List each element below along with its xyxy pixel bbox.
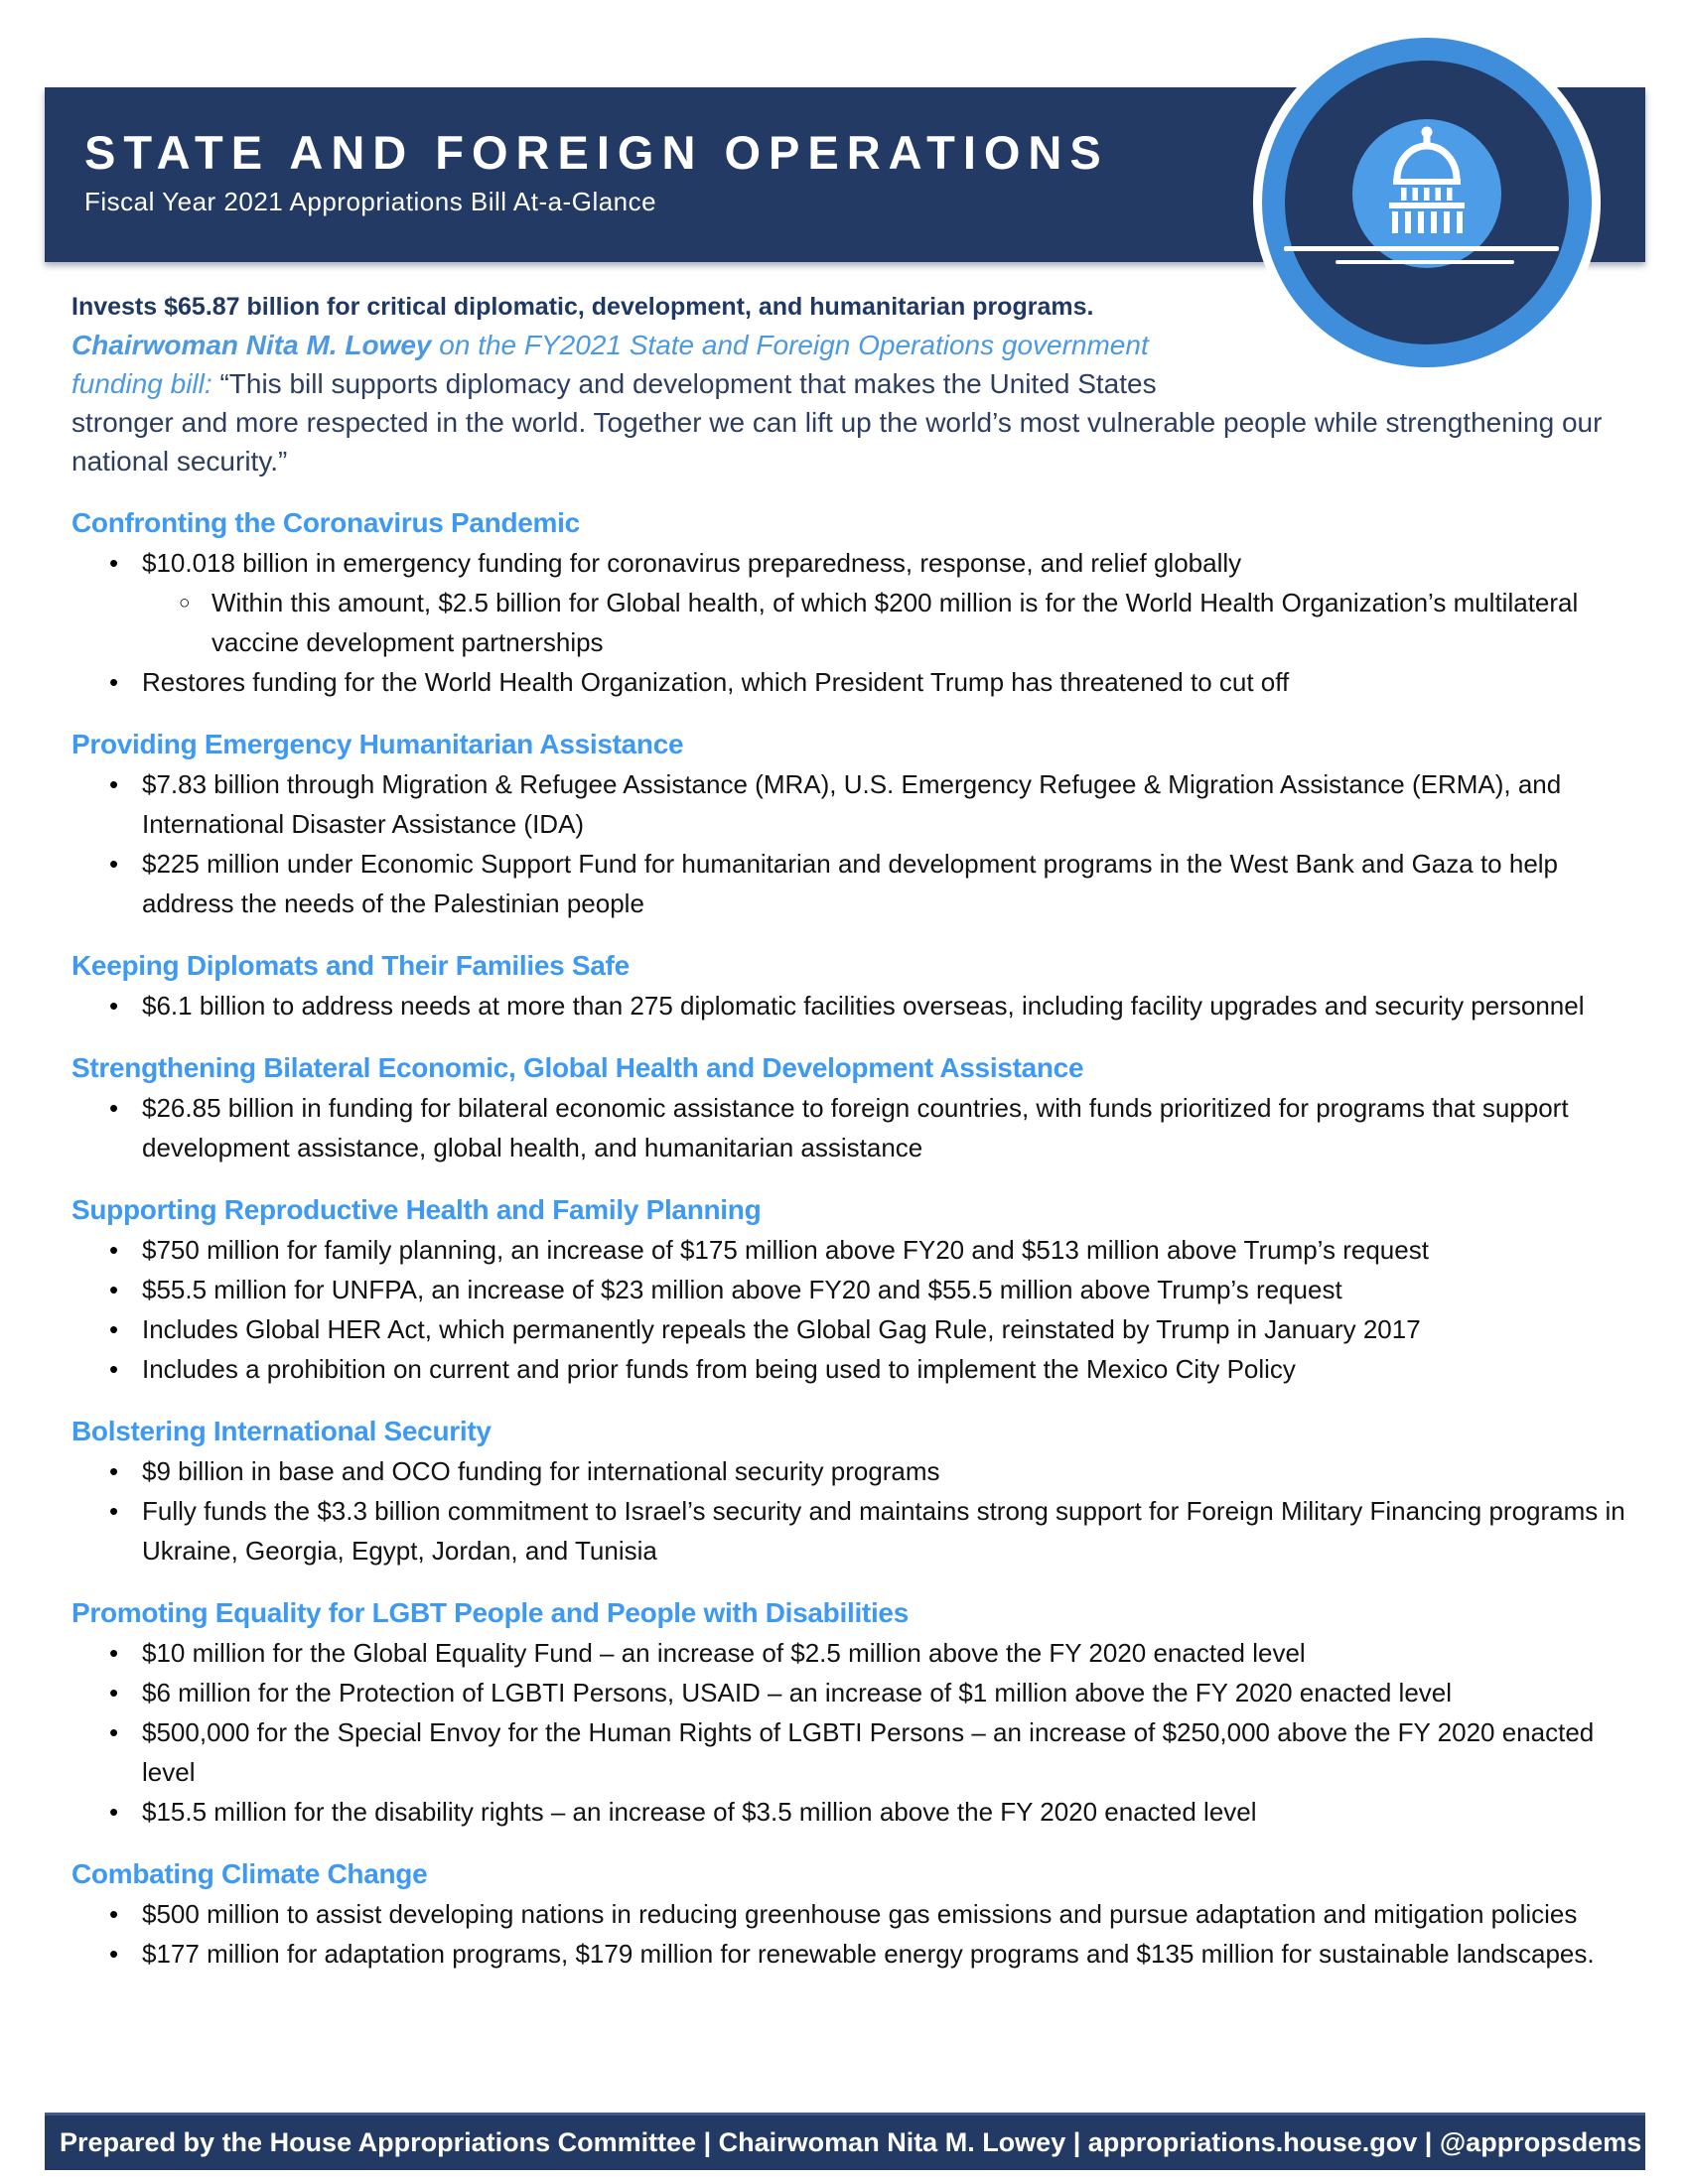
section-heading: Confronting the Coronavirus Pandemic	[71, 507, 580, 538]
seal-ground-line	[1284, 246, 1559, 251]
bullet-item: • $177 million for adaptation programs, $179 million for renewable energy programs and $135 million for sustainable landscapes.	[71, 1934, 1628, 1974]
bullet-item: • $6.1 billion to address needs at more than 275 diplomatic facilities overseas, including facility upgrades and security personnel	[71, 986, 1628, 1025]
invests-summary-line: Invests $65.87 billion for critical diplomatic, development, and humanitarian programs.	[71, 293, 1094, 321]
section	[71, 725, 1628, 923]
quote-attribution-context: on the FY2021 State and Foreign Operations government funding bill:	[71, 330, 1149, 399]
section-heading: Combating Climate Change	[71, 1858, 428, 1889]
bullet-list	[71, 986, 1628, 1025]
capitol-dome-icon	[1379, 123, 1475, 242]
page-subtitle: Fiscal Year 2021 Appropriations Bill At-a-Glance	[84, 187, 657, 216]
seal-ground-line	[1336, 260, 1514, 264]
section	[71, 1593, 1628, 1832]
bullet-item: • Restores funding for the World Health Organization, which President Trump has threatened to cut off	[71, 662, 1628, 702]
page-title: STATE AND FOREIGN OPERATIONS	[84, 126, 1109, 179]
committee-seal	[1253, 29, 1601, 376]
section-heading: Bolstering International Security	[71, 1416, 492, 1446]
main-content	[71, 290, 1628, 1974]
bullet-item: • $55.5 million for UNFPA, an increase of $23 million above FY20 and $55.5 million above Trump’s request	[71, 1270, 1628, 1309]
bullet-item: • Includes Global HER Act, which permanently repeals the Global Gag Rule, reinstated by Trump in January 2017	[71, 1309, 1628, 1349]
bullet-list	[71, 1451, 1628, 1570]
bullet-list	[71, 543, 1628, 702]
section-heading: Keeping Diplomats and Their Families Safe	[71, 950, 630, 981]
bullet-item: • $9 billion in base and OCO funding for international security programs	[71, 1451, 1628, 1491]
bullet-item: • $26.85 billion in funding for bilateral economic assistance to foreign countries, with funds prioritized for programs that support development assistance, global health, and humanitarian assistance	[71, 1088, 1628, 1167]
bullet-item: • $500,000 for the Special Envoy for the Human Rights of LGBTI Persons – an increase of $250,000 above the FY 2020 enacted level	[71, 1712, 1628, 1792]
section	[71, 1048, 1628, 1167]
bullet-list	[71, 1230, 1628, 1389]
bullet-item: • $15.5 million for the disability rights – an increase of $3.5 million above the FY 2020 enacted level	[71, 1792, 1628, 1832]
section	[71, 1190, 1628, 1389]
section	[71, 946, 1628, 1025]
bullet-list	[71, 764, 1628, 923]
section-heading: Supporting Reproductive Health and Family Planning	[71, 1194, 762, 1225]
bullet-item: • $10.018 billion in emergency funding for coronavirus preparedness, response, and relief globally	[71, 543, 1628, 583]
footer-text: Prepared by the House Appropriations Committee | Chairwoman Nita M. Lowey | appropriations.house.gov | @appropsdems	[60, 2127, 1642, 2157]
quote-text: “This bill supports diplomacy and development that makes the United States stronger and more respected in the world. Together we can lift up the world’s most vulnerable people while strengthening our national security.”	[71, 368, 1603, 477]
footer-bar	[45, 2113, 1645, 2170]
bullet-item: • $6 million for the Protection of LGBTI Persons, USAID – an increase of $1 million above the FY 2020 enacted level	[71, 1673, 1628, 1712]
bullet-item: • Fully funds the $3.3 billion commitment to Israel’s security and maintains strong support for Foreign Military Financing programs in Ukraine, Georgia, Egypt, Jordan, and Tunisia	[71, 1491, 1628, 1570]
section-heading: Promoting Equality for LGBT People and People with Disabilities	[71, 1597, 909, 1628]
bullet-item: • $7.83 billion through Migration & Refugee Assistance (MRA), U.S. Emergency Refugee & Migration Assistance (ERMA), and International Disaster Assistance (IDA)	[71, 764, 1628, 844]
section	[71, 1412, 1628, 1570]
bullet-item: • $10 million for the Global Equality Fund – an increase of $2.5 million above the FY 2020 enacted level	[71, 1633, 1628, 1673]
bullet-list	[71, 1088, 1628, 1167]
section-heading: Providing Emergency Humanitarian Assistance	[71, 729, 684, 759]
bullet-list	[71, 1894, 1628, 1974]
bullet-item: • $750 million for family planning, an increase of $175 million above FY20 and $513 million above Trump’s request	[71, 1230, 1628, 1270]
bullet-item: • Includes a prohibition on current and prior funds from being used to implement the Mexico City Policy	[71, 1349, 1628, 1389]
sub-bullet-item: ○ Within this amount, $2.5 billion for Global health, of which $200 million is for the World Health Organization’s multilateral vaccine development partnerships	[71, 583, 1628, 662]
bullet-list	[71, 1633, 1628, 1832]
section	[71, 1854, 1628, 1974]
section-heading: Strengthening Bilateral Economic, Global Health and Development Assistance	[71, 1052, 1084, 1083]
section	[71, 503, 1628, 702]
bullet-item: • $225 million under Economic Support Fund for humanitarian and development programs in the West Bank and Gaza to help address the needs of the Palestinian people	[71, 844, 1628, 923]
bullet-item: • $500 million to assist developing nations in reducing greenhouse gas emissions and pursue adaptation and mitigation policies	[71, 1894, 1628, 1934]
quote-attribution-name: Chairwoman Nita M. Lowey	[71, 330, 432, 360]
sections	[71, 503, 1628, 1974]
